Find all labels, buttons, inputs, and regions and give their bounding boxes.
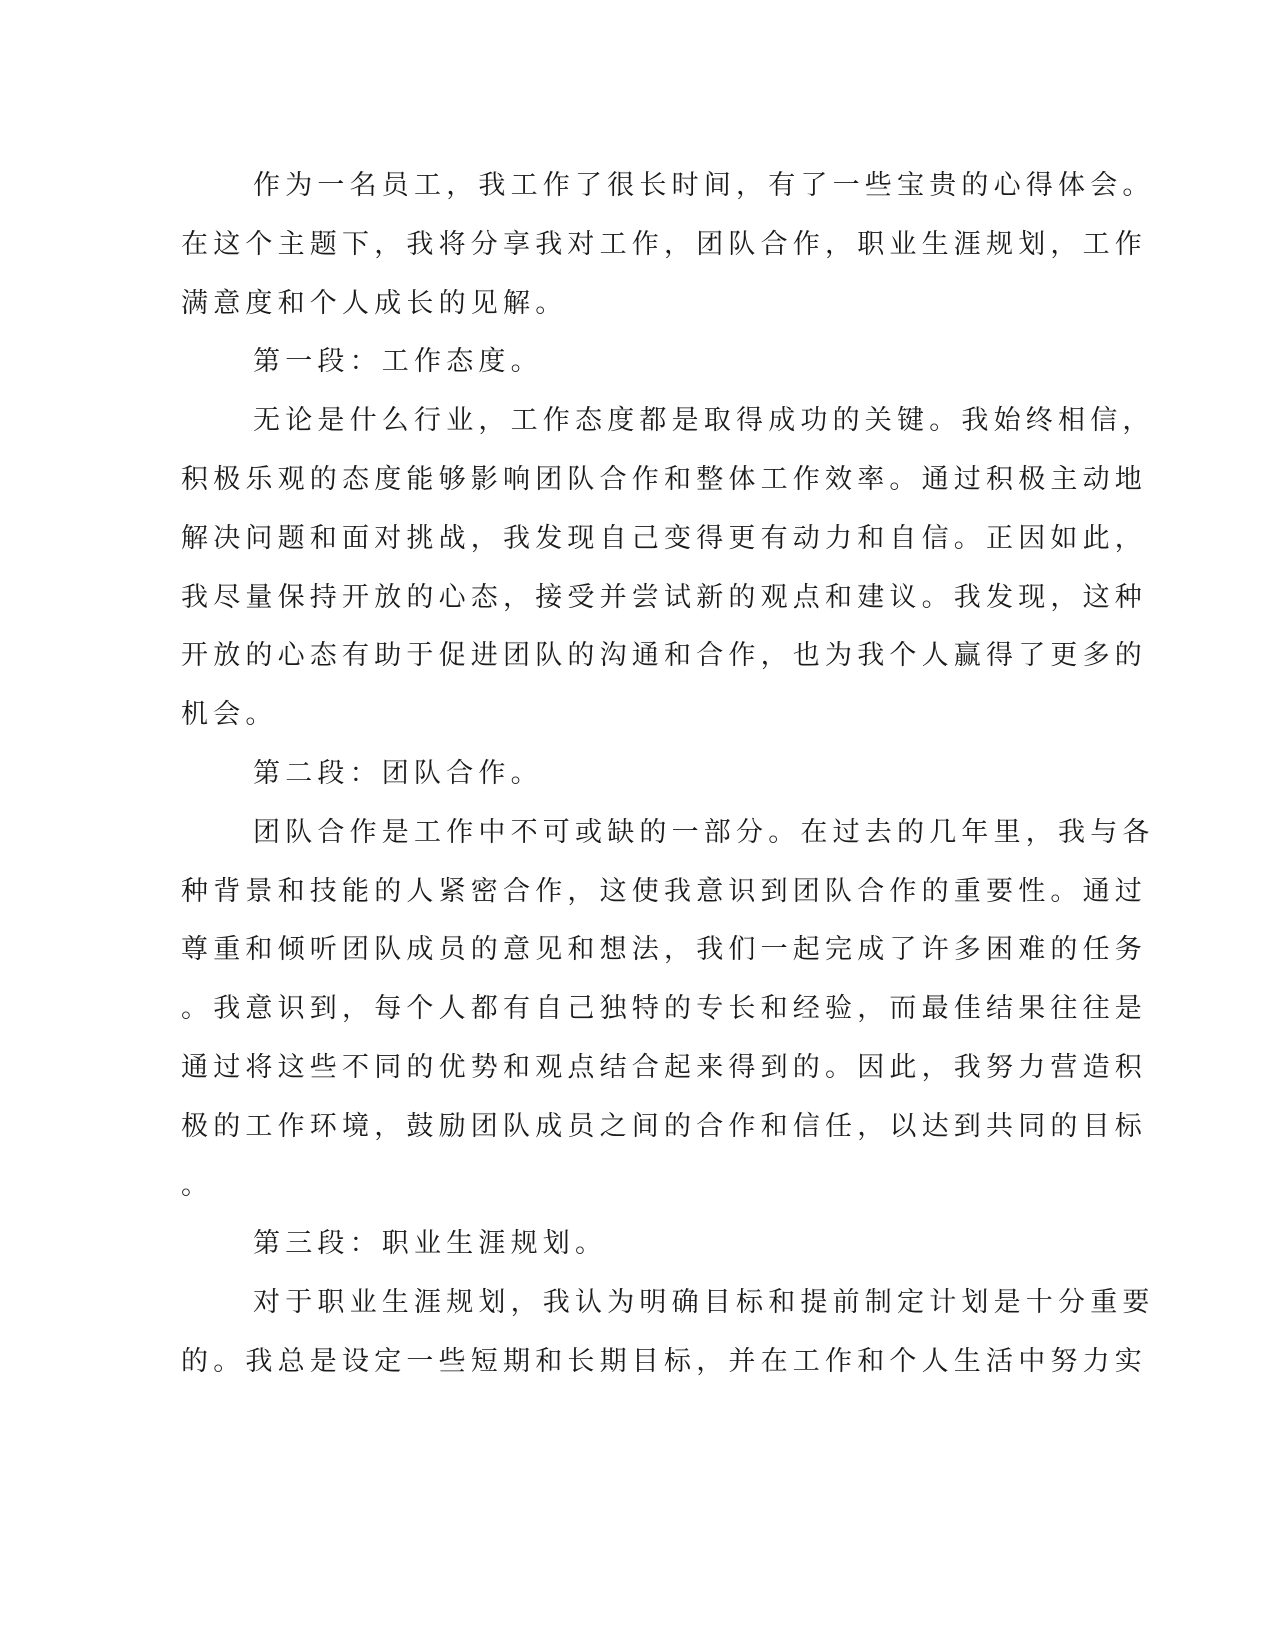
text-line: 种背景和技能的人紧密合作，这使我意识到团队合作的重要性。通过 [181,875,1147,907]
text-line: 的。我总是设定一些短期和长期目标，并在工作和个人生活中努力实 [181,1345,1147,1377]
text-line: 我尽量保持开放的心态，接受并尝试新的观点和建议。我发现，这种 [181,581,1147,613]
text-line: 满意度和个人成长的见解。 [181,287,568,319]
text-line: 极的工作环境，鼓励团队成员之间的合作和信任，以达到共同的目标 [181,1110,1147,1142]
text-line: 在这个主题下，我将分享我对工作，团队合作，职业生涯规划，工作 [181,228,1147,260]
text-line: 通过将这些不同的优势和观点结合起来得到的。因此，我努力营造积 [181,1051,1147,1083]
paragraph-first-line: 第三段：职业生涯规划。 [253,1228,608,1260]
text-line: 开放的心态有助于促进团队的沟通和合作，也为我个人赢得了更多的 [181,640,1147,672]
paragraph-first-line: 第二段：团队合作。 [253,757,543,789]
paragraph-first-line: 第一段：工作态度。 [253,346,543,378]
paragraph-first-line: 对于职业生涯规划，我认为明确目标和提前制定计划是十分重要 [253,1287,1155,1319]
text-line: 机会。 [181,699,278,731]
text-line: 积极乐观的态度能够影响团队合作和整体工作效率。通过积极主动地 [181,463,1147,495]
text-line: 尊重和倾听团队成员的意见和想法，我们一起完成了许多困难的任务 [181,934,1147,966]
document-body [181,157,1155,1392]
paragraph-first-line: 无论是什么行业，工作态度都是取得成功的关键。我始终相信， [253,405,1155,437]
paragraph-first-line: 团队合作是工作中不可或缺的一部分。在过去的几年里，我与各 [253,816,1155,848]
text-line: 。我意识到，每个人都有自己独特的专长和经验，而最佳结果往往是 [181,993,1147,1025]
text-line: 。 [181,1169,214,1201]
text-line: 解决问题和面对挑战，我发现自己变得更有动力和自信。正因如此， [181,522,1147,554]
paragraph-first-line: 作为一名员工，我工作了很长时间，有了一些宝贵的心得体会。 [253,170,1155,201]
